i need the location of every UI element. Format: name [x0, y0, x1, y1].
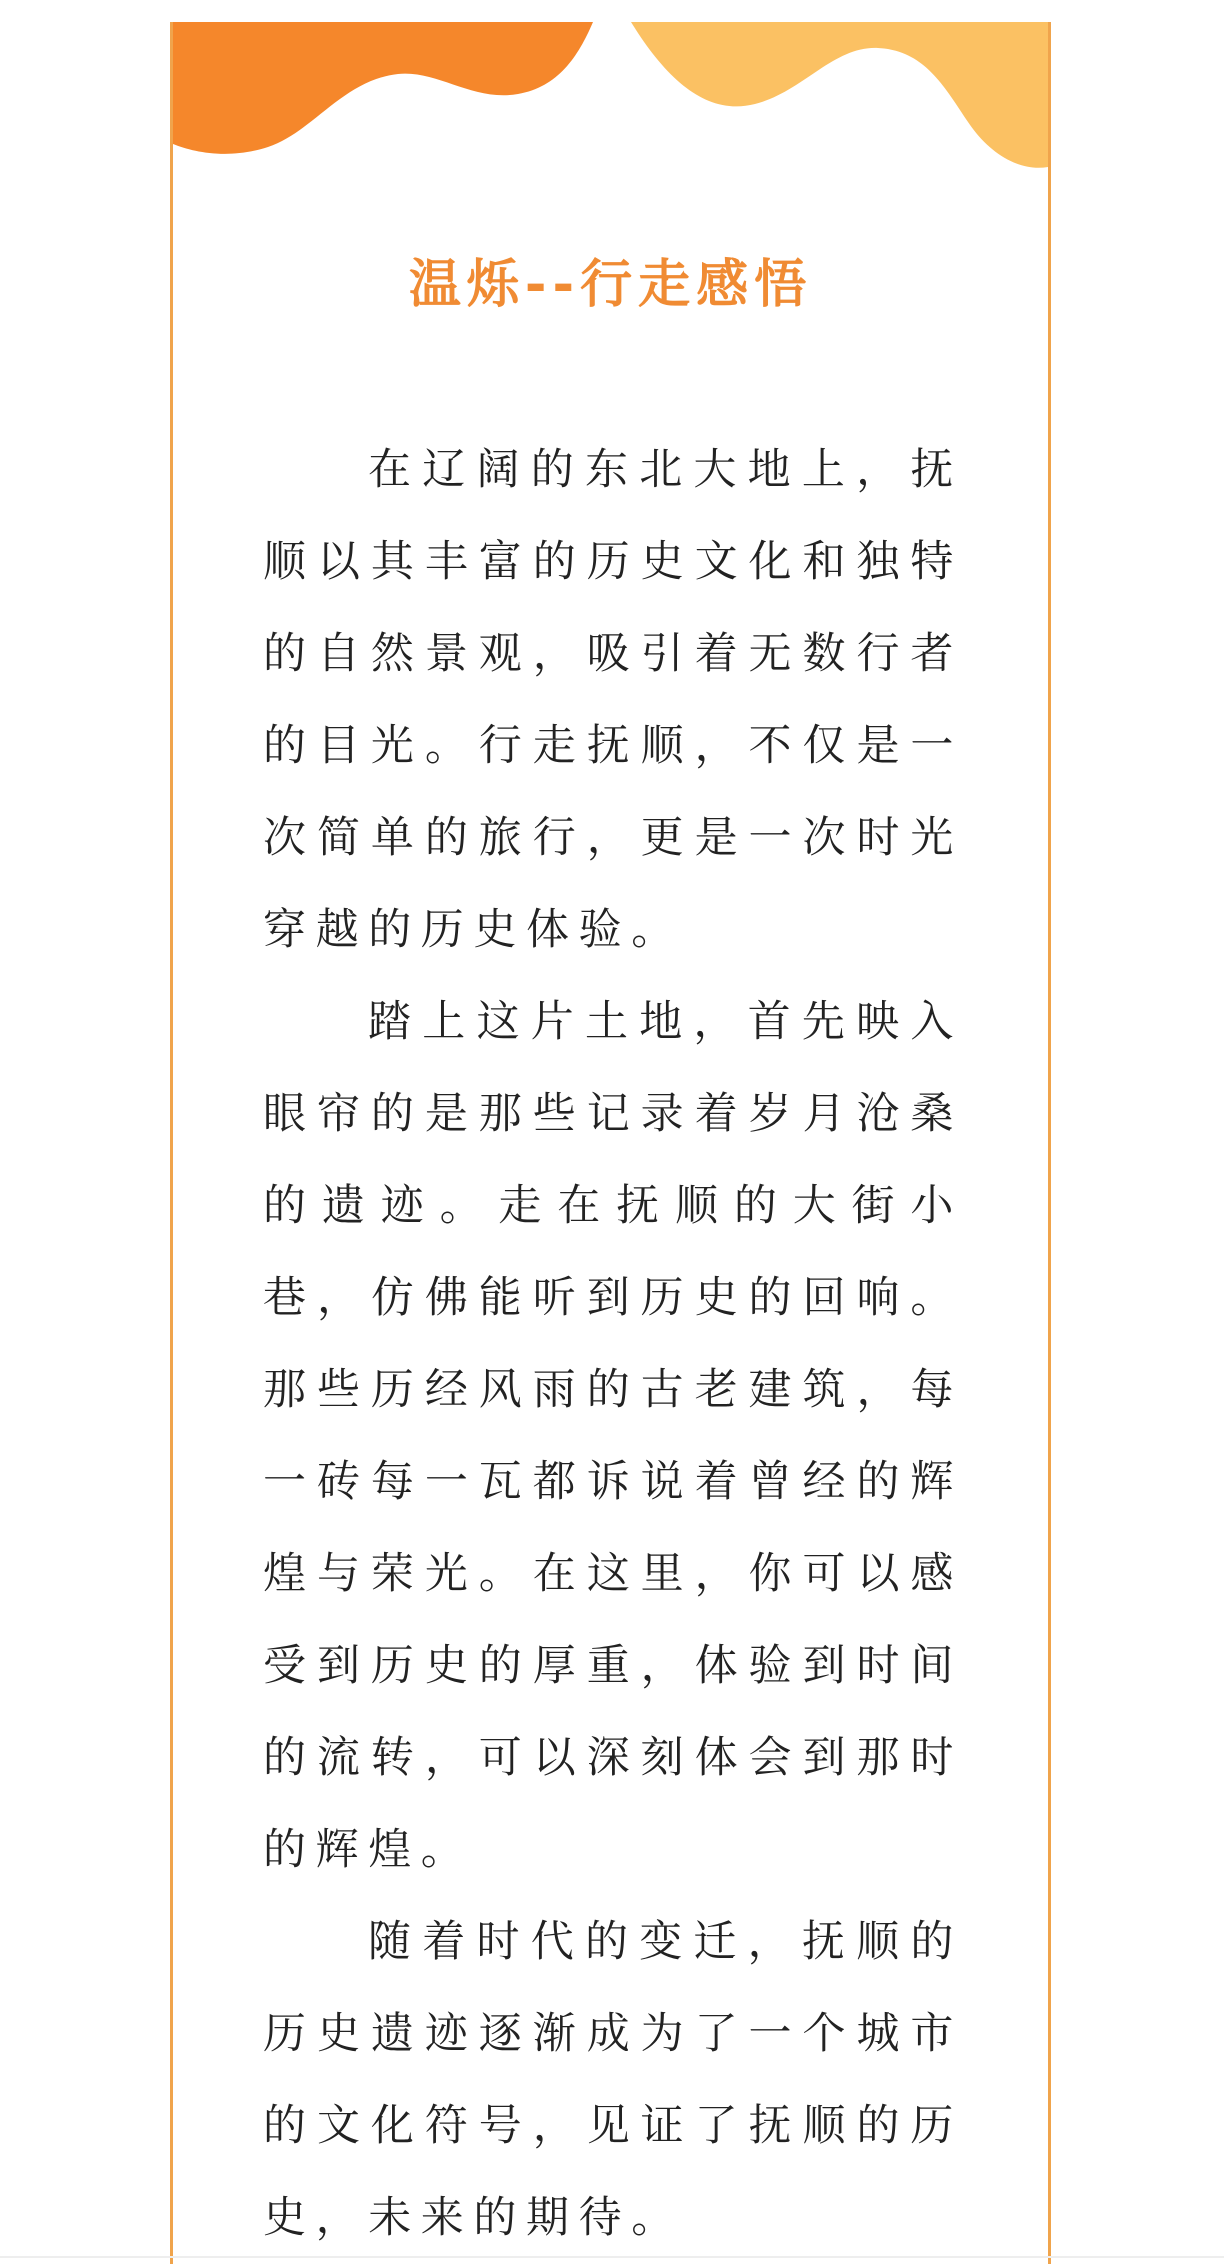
wave-left-shape	[173, 22, 593, 154]
paragraph-2: 踏上这片土地，首先映入眼帘的是那些记录着岁月沧桑的遗迹。走在抚顺的大街小巷，仿佛能听到历史的回响。那些历经风雨的古老建筑，每一砖每一瓦都诉说着曾经的辉煌与荣光。在这里，你可以感受到历史的厚重，体验到时间的流转，可以深刻体会到那时的辉煌。	[263, 997, 963, 1875]
paragraph-1: 在辽阔的东北大地上，抚顺以其丰富的历史文化和独特的自然景观，吸引着无数行者的目光。行走抚顺，不仅是一次简单的旅行，更是一次时光穿越的历史体验。	[263, 445, 963, 955]
article-title: 温烁--行走感悟	[408, 255, 813, 315]
bottom-divider	[0, 2256, 1224, 2258]
article-body	[263, 424, 963, 2264]
article-card	[170, 22, 1051, 2264]
paragraph-3: 随着时代的变迁，抚顺的历史遗迹逐渐成为了一个城市的文化符号，见证了抚顺的历史，未来的期待。	[263, 1917, 963, 2243]
decorative-waves	[173, 22, 1048, 172]
wave-right-shape	[631, 22, 1048, 168]
